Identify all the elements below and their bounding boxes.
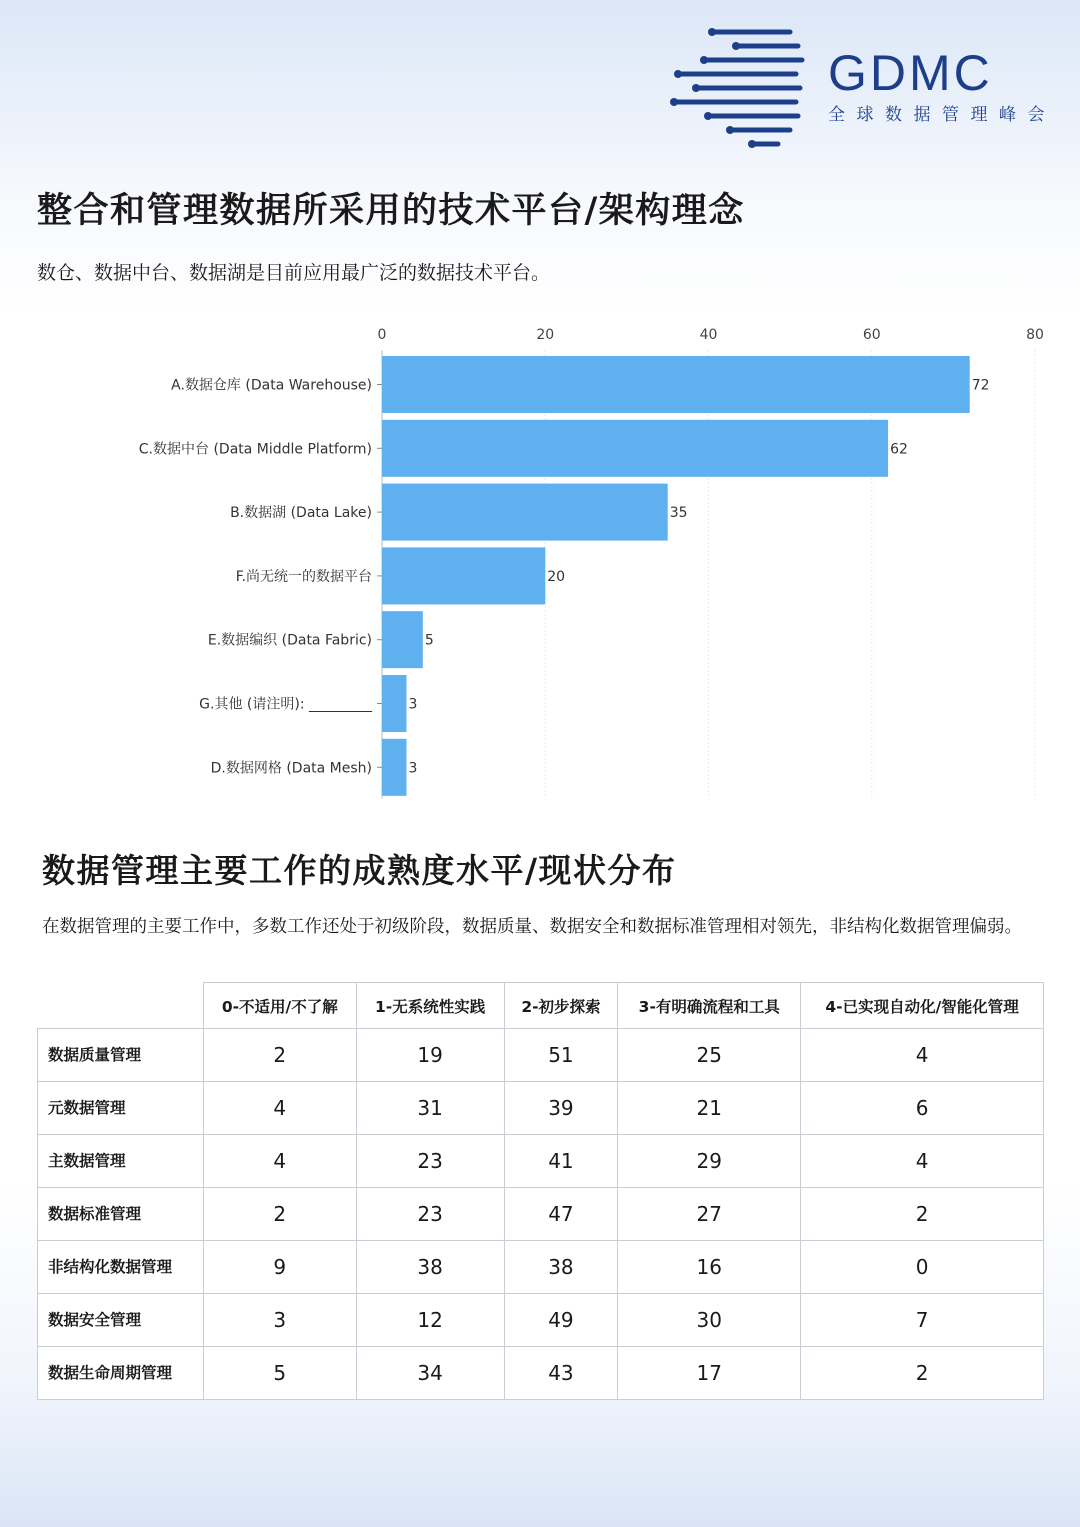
data-label: 20 — [547, 568, 566, 585]
data-label: 62 — [890, 441, 908, 458]
table-cell: 4 — [801, 1029, 1044, 1082]
table-cell: 38 — [356, 1241, 504, 1294]
logo-subtitle: 全球数据管理峰会 — [828, 105, 1056, 125]
table-cell: 0 — [801, 1241, 1044, 1294]
table-row — [38, 1294, 1044, 1347]
table-cell: 19 — [356, 1029, 504, 1082]
table-cell: 30 — [618, 1294, 801, 1347]
row-label: 数据标准管理 — [38, 1188, 204, 1241]
table-row — [38, 1135, 1044, 1188]
table-header-row — [38, 983, 1044, 1029]
category-label: B.数据湖 (Data Lake) — [230, 505, 372, 522]
logo-text — [828, 45, 1056, 125]
table-cell: 4 — [203, 1135, 356, 1188]
section2-title: 数据管理主要工作的成熟度水平/现状分布 — [42, 851, 677, 890]
table-cell: 29 — [618, 1135, 801, 1188]
column-header: 1-无系统性实践 — [356, 983, 504, 1029]
x-tick-label: 60 — [862, 327, 881, 343]
bar — [382, 356, 970, 413]
table-cell: 6 — [801, 1082, 1044, 1135]
data-label: 35 — [669, 505, 688, 522]
table-cell: 7 — [801, 1294, 1044, 1347]
column-header: 2-初步探索 — [504, 983, 618, 1029]
table-cell: 21 — [618, 1082, 801, 1135]
table-cell: 4 — [203, 1082, 356, 1135]
row-label: 数据安全管理 — [38, 1294, 204, 1347]
bar — [382, 739, 406, 796]
table-cell: 34 — [356, 1347, 504, 1400]
column-header: 3-有明确流程和工具 — [618, 983, 801, 1029]
bar — [382, 484, 668, 541]
section1-subtitle: 数仓、数据中台、数据湖是目前应用最广泛的数据技术平台。 — [37, 262, 551, 284]
row-label: 数据质量管理 — [38, 1029, 204, 1082]
section2-subtitle: 在数据管理的主要工作中，多数工作还处于初级阶段，数据质量、数据安全和数据标准管理相对领先，非结构化数据管理偏弱。 — [42, 917, 1022, 937]
category-label: G.其他 (请注明): _________ — [199, 696, 372, 713]
table-cell: 2 — [203, 1188, 356, 1241]
row-label: 主数据管理 — [38, 1135, 204, 1188]
row-label: 元数据管理 — [38, 1082, 204, 1135]
category-label: A.数据仓库 (Data Warehouse) — [171, 377, 372, 394]
table-cell: 47 — [504, 1188, 618, 1241]
x-tick-label: 40 — [699, 327, 718, 343]
data-label: 5 — [424, 632, 434, 649]
table-row — [38, 1347, 1044, 1400]
table-row — [38, 1188, 1044, 1241]
section1-title: 整合和管理数据所采用的技术平台/架构理念 — [37, 191, 745, 231]
table-cell: 17 — [618, 1347, 801, 1400]
x-tick-label: 0 — [377, 327, 387, 343]
table-cell: 25 — [618, 1029, 801, 1082]
row-label: 非结构化数据管理 — [38, 1241, 204, 1294]
logo-brand: GDMC — [828, 45, 993, 101]
table-cell: 38 — [504, 1241, 618, 1294]
table-row — [38, 1029, 1044, 1082]
data-label: 3 — [408, 696, 418, 713]
table-cell: 23 — [356, 1188, 504, 1241]
category-label: D.数据网格 (Data Mesh) — [210, 760, 372, 777]
data-label: 72 — [971, 377, 990, 394]
table-cell: 39 — [504, 1082, 618, 1135]
table-cell: 2 — [203, 1029, 356, 1082]
table-cell: 2 — [801, 1347, 1044, 1400]
table-cell: 31 — [356, 1082, 504, 1135]
table-cell: 27 — [618, 1188, 801, 1241]
table-cell: 16 — [618, 1241, 801, 1294]
bar — [382, 547, 545, 604]
table-row — [38, 1082, 1044, 1135]
table-cell: 4 — [801, 1135, 1044, 1188]
bar — [382, 420, 888, 477]
data-label: 3 — [408, 760, 418, 777]
table-cell: 41 — [504, 1135, 618, 1188]
table-cell: 9 — [203, 1241, 356, 1294]
table-cell: 51 — [504, 1029, 618, 1082]
row-label: 数据生命周期管理 — [38, 1347, 204, 1400]
table-cell: 43 — [504, 1347, 618, 1400]
table-row — [38, 1241, 1044, 1294]
bar — [382, 611, 423, 668]
bar — [382, 675, 406, 732]
category-label: F.尚无统一的数据平台 — [235, 568, 372, 585]
table-cell: 2 — [801, 1188, 1044, 1241]
category-label: C.数据中台 (Data Middle Platform) — [138, 441, 372, 458]
table-cell: 49 — [504, 1294, 618, 1347]
x-tick-label: 80 — [1026, 327, 1044, 343]
table-cell: 12 — [356, 1294, 504, 1347]
table-corner — [38, 983, 204, 1029]
category-label: E.数据编织 (Data Fabric) — [207, 632, 372, 649]
table-cell: 5 — [203, 1347, 356, 1400]
maturity-table — [37, 982, 1044, 1400]
table-cell: 3 — [203, 1294, 356, 1347]
x-tick-label: 20 — [536, 327, 555, 343]
column-header: 0-不适用/不了解 — [203, 983, 356, 1029]
platform-bar-chart — [0, 310, 1080, 810]
table-cell: 23 — [356, 1135, 504, 1188]
column-header: 4-已实现自动化/智能化管理 — [801, 983, 1044, 1029]
